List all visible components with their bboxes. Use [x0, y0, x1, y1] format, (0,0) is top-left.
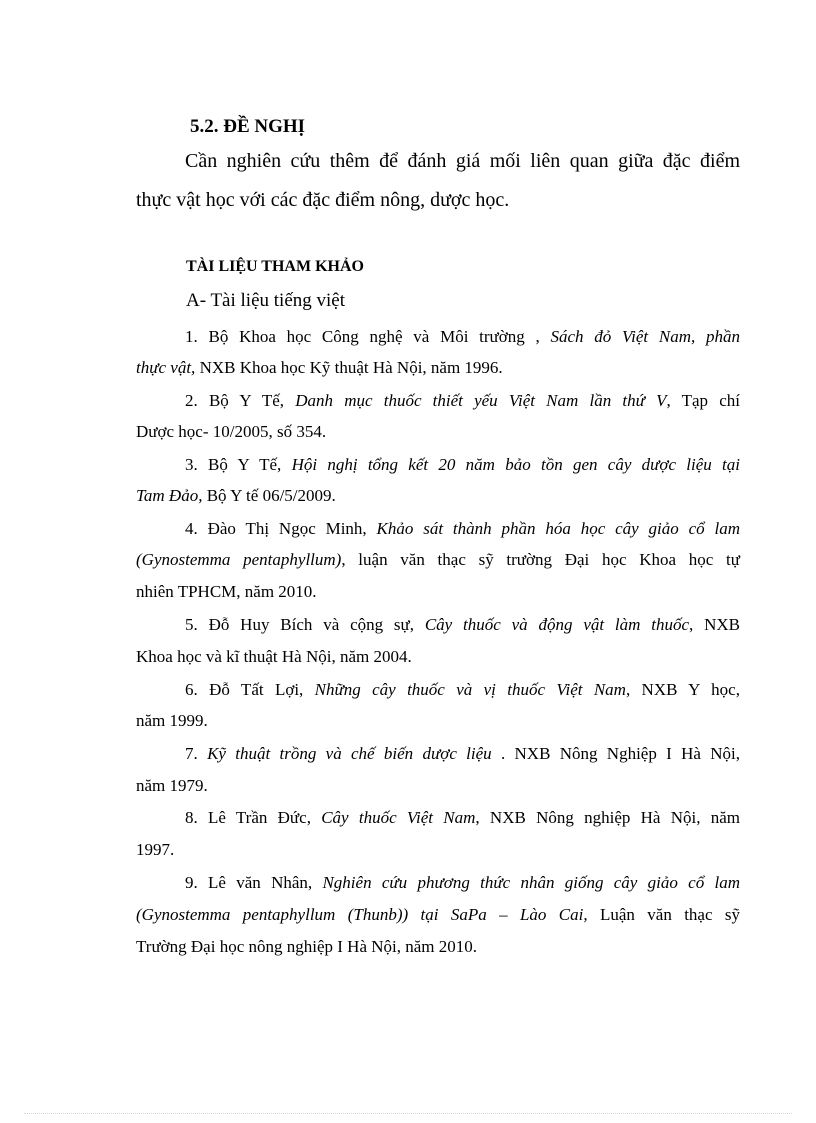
reference-details: Bộ Y tế 06/5/2009.: [206, 486, 336, 505]
reference-item: [185, 519, 740, 539]
reference-details: , NXB Nông nghiệp Hà Nội, năm: [475, 808, 741, 827]
reference-item: [185, 327, 740, 347]
reference-title: Danh mục thuốc thiết yếu Việt Nam lần thứ V: [295, 391, 667, 410]
reference-details: , NXB: [689, 615, 740, 634]
reference-item: [185, 808, 740, 828]
reference-number-authors: 5. Đỗ Huy Bích và cộng sự,: [185, 615, 415, 634]
reference-title-cont: Tam Đảo,: [136, 486, 203, 505]
reference-item: [185, 873, 740, 893]
reference-continuation: [136, 905, 740, 925]
reference-number-authors: 4. Đào Thị Ngọc Minh,: [185, 519, 367, 538]
reference-number-authors: 3. Bộ Y Tế,: [185, 455, 282, 474]
reference-title-cont: thực vật,: [136, 358, 196, 377]
reference-item: [185, 680, 740, 700]
reference-number-authors: 6. Đỗ Tất Lợi,: [185, 680, 304, 699]
reference-number-authors: 2. Bộ Y Tế,: [185, 391, 285, 410]
reference-continuation: năm 1999.: [136, 711, 208, 730]
reference-title: Cây thuốc Việt Nam: [321, 808, 476, 827]
references-heading: TÀI LIỆU THAM KHẢO: [186, 258, 364, 275]
reference-title-cont: (Gynostemma pentaphyllum): [136, 550, 342, 569]
reference-number-authors: 9. Lê văn Nhân,: [185, 873, 313, 892]
reference-details: , NXB Y học,: [625, 680, 740, 699]
reference-continuation: nhiên TPHCM, năm 2010.: [136, 582, 317, 601]
reference-item: [185, 744, 740, 764]
reference-number-authors: 7.: [185, 744, 198, 763]
reference-title: Hội nghị tổng kết 20 năm bảo tồn gen cây dược liệu tại: [291, 455, 740, 474]
references-subheading: A- Tài liệu tiếng việt: [186, 290, 345, 311]
reference-title: Những cây thuốc và vị thuốc Việt Nam: [314, 680, 626, 699]
reference-details: , luận văn thạc sỹ trường Đại học Khoa học tự: [341, 550, 740, 569]
reference-continuation: Dược học- 10/2005, số 354.: [136, 422, 327, 441]
reference-details: , Tạp chí: [666, 391, 740, 410]
page-bottom-divider: [24, 1113, 792, 1114]
reference-continuation: năm 1979.: [136, 776, 208, 795]
reference-item: [185, 455, 740, 475]
reference-number-authors: 1. Bộ Khoa học Công nghệ và Môi trường ,: [185, 327, 540, 346]
proposal-line-1: Cần nghiên cứu thêm để đánh giá mối liên quan giữa đặc điểm: [185, 150, 740, 172]
reference-continuation: 1997.: [136, 840, 175, 859]
reference-title: Nghiên cứu phương thức nhân giống cây giảo cổ lam: [322, 873, 740, 892]
reference-title: Cây thuốc và động vật làm thuốc: [424, 615, 690, 634]
section-heading: 5.2. ĐỀ NGHỊ: [190, 116, 306, 137]
reference-continuation: [136, 550, 740, 570]
reference-title: Khảo sát thành phần hóa học cây giảo cổ lam: [376, 519, 740, 538]
proposal-line-2: thực vật học với các đặc điểm nông, dược học.: [136, 189, 510, 211]
reference-details: Luận văn thạc sỹ: [599, 905, 741, 924]
reference-continuation: Khoa học và kĩ thuật Hà Nội, năm 2004.: [136, 647, 412, 666]
reference-continuation: [136, 358, 503, 378]
reference-details: NXB Khoa học Kỹ thuật Hà Nội, năm 1996.: [199, 358, 503, 377]
reference-continuation: [136, 486, 336, 506]
reference-details: . NXB Nông Nghiệp I Hà Nội,: [500, 744, 740, 763]
reference-title: Kỹ thuật trồng và chế biến dược liệu: [207, 744, 492, 763]
reference-item: [185, 391, 740, 411]
reference-continuation: Trường Đại học nông nghiệp I Hà Nội, năm 2010.: [136, 937, 478, 956]
reference-item: [185, 615, 740, 635]
reference-title-cont: (Gynostemma pentaphyllum (Thunb)) tại SaPa – Lào Cai,: [136, 905, 588, 924]
reference-number-authors: 8. Lê Trần Đức,: [185, 808, 311, 827]
reference-title: Sách đỏ Việt Nam, phần: [550, 327, 740, 346]
